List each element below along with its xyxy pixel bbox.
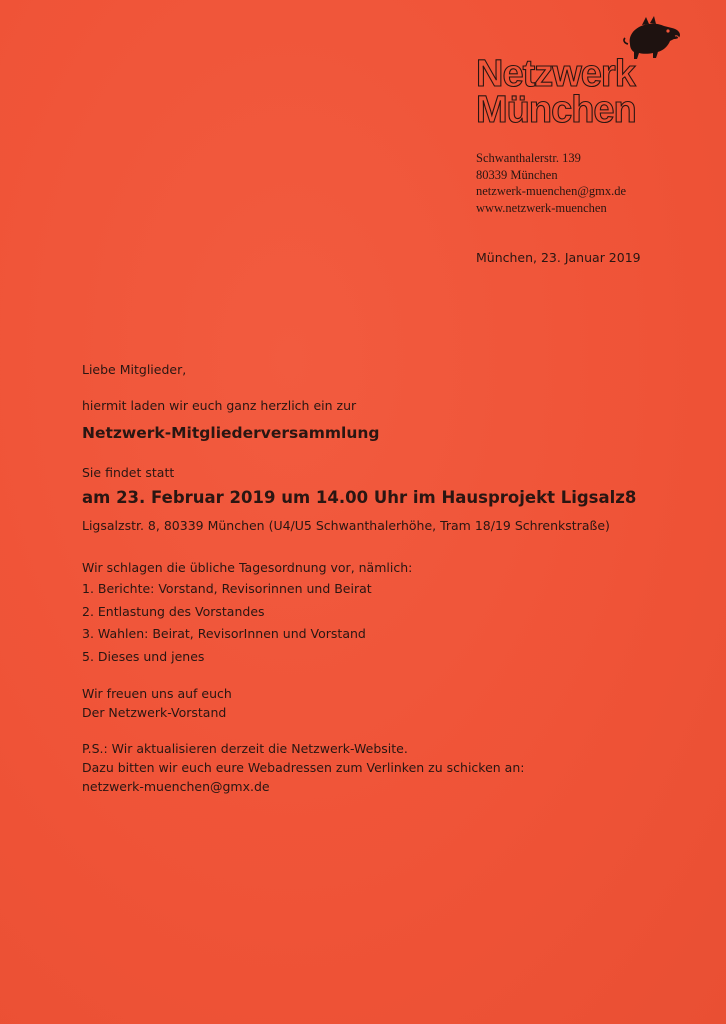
letterhead-logo <box>474 14 674 132</box>
agenda-intro: Wir schlagen die übliche Tagesordnung vor, nämlich: <box>82 560 413 575</box>
signature-line: Der Netzwerk-Vorstand <box>82 705 227 720</box>
meeting-heading: Netzwerk-Mitgliederversammlung <box>82 424 380 442</box>
closing-line: Wir freuen uns auf euch <box>82 686 232 701</box>
agenda-item: 2. Entlastung des Vorstandes <box>82 603 265 619</box>
ps-email: netzwerk-muenchen@gmx.de <box>82 779 270 794</box>
address-city: 80339 München <box>476 167 558 182</box>
address-street: Schwanthalerstr. 139 <box>476 151 581 165</box>
closing-block <box>82 684 232 722</box>
address-email: netzwerk-muenchen@gmx.de <box>476 184 626 198</box>
agenda-item: 5. Dieses und jenes <box>82 648 205 664</box>
logo-text-netzwerk: Netzwerk <box>476 53 635 95</box>
findet-statt-line: Sie findet statt <box>82 465 175 480</box>
sender-address <box>476 150 626 216</box>
letter-date: München, 23. Januar 2019 <box>476 250 641 265</box>
agenda-list <box>82 581 372 671</box>
ps-line: Dazu bitten wir euch eure Webadressen zum Verlinken zu schicken an: <box>82 760 525 775</box>
agenda-item: 1. Berichte: Vorstand, Revisorinnen und Beirat <box>82 581 372 596</box>
meeting-date-time: am 23. Februar 2019 um 14.00 Uhr im Hausprojekt Ligsalz8 <box>82 488 637 507</box>
agenda-item: 3. Wahlen: Beirat, RevisorInnen und Vorstand <box>82 626 366 641</box>
invite-line: hiermit laden wir euch ganz herzlich ein zur <box>82 398 357 413</box>
greeting: Liebe Mitglieder, <box>82 362 187 377</box>
address-website: www.netzwerk-muenchen <box>476 200 607 215</box>
meeting-location: Ligsalzstr. 8, 80339 München (U4/U5 Schwanthalerhöhe, Tram 18/19 Schrenkstraße) <box>82 518 610 533</box>
ps-line: P.S.: Wir aktualisieren derzeit die Netzwerk-Website. <box>82 741 408 756</box>
logo-text-muenchen: München <box>476 89 636 131</box>
postscript <box>82 739 524 796</box>
